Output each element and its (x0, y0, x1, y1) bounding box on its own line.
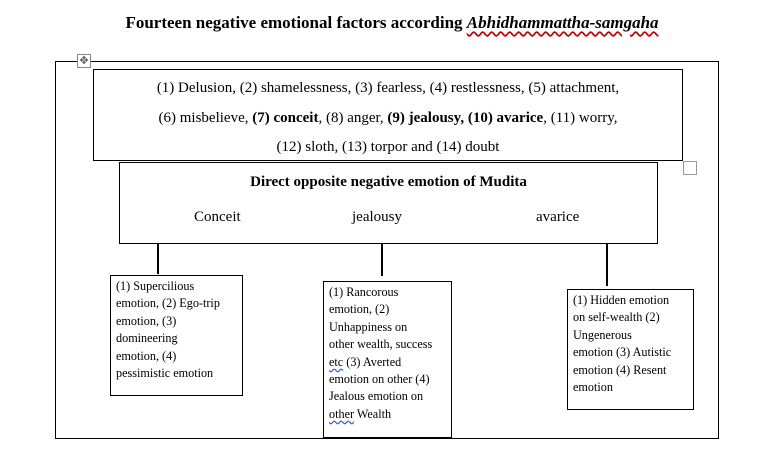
jealousy-text: (3) Averted (343, 354, 402, 369)
negative-factors-box (93, 69, 683, 161)
conceit-emotions-box (110, 275, 243, 396)
connector-jealousy (381, 244, 383, 276)
jealousy-line (329, 406, 447, 423)
factor-conceit: (7) conceit (252, 109, 319, 126)
conceit-line: pessimistic emotion (116, 366, 214, 381)
factor-text: , (8) anger, (318, 109, 388, 126)
spellcheck-word: etc (329, 354, 344, 369)
category-conceit: Conceit (194, 209, 241, 225)
factor-text: (6) misbelieve, (158, 109, 253, 126)
conceit-line: emotion, (4) (116, 348, 177, 363)
jealousy-line: emotion on other (4) (329, 372, 430, 387)
avarice-emotions-box (567, 289, 694, 410)
jealousy-text: Wealth (354, 406, 392, 421)
avarice-line: (1) Hidden emotion (573, 293, 670, 307)
jealousy-line: (1) Rancorous (329, 285, 399, 299)
table-resize-handle[interactable] (683, 161, 697, 175)
avarice-line: emotion (573, 380, 613, 395)
jealousy-line (329, 354, 447, 371)
factors-line-1: (1) Delusion, (2) shamelessness, (3) fearless, (4) restlessness, (5) attachment, (156, 80, 620, 96)
factors-line-2 (94, 104, 682, 134)
factors-line-3: (12) sloth, (13) torpor and (14) doubt (276, 139, 500, 155)
title-source: Abhidhammattha-samgaha (466, 13, 659, 32)
factor-text: , (11) worry, (543, 109, 618, 126)
title-prefix: Fourteen negative emotional factors according (125, 13, 467, 32)
spellcheck-word: other (329, 406, 355, 421)
conceit-line: emotion, (3) (116, 313, 177, 328)
category-avarice: avarice (536, 209, 580, 225)
avarice-line: emotion (3) Autistic (573, 345, 672, 360)
category-jealousy: jealousy (352, 209, 402, 225)
connector-conceit (157, 244, 159, 274)
conceit-line: domineering (116, 331, 178, 346)
factor-jealousy-avarice: (9) jealousy, (10) avarice (387, 109, 544, 126)
page-title (0, 13, 784, 33)
avarice-line: on self-wealth (2) (573, 310, 660, 325)
opposite-emotion-title: Direct opposite negative emotion of Mudita (250, 174, 527, 190)
jealousy-line: emotion, (2) (329, 302, 390, 317)
table-move-handle-icon[interactable]: ✥ (77, 54, 91, 68)
opposite-emotion-box (119, 162, 658, 244)
connector-avarice (606, 244, 608, 286)
conceit-line: emotion, (2) Ego-trip (116, 296, 220, 311)
conceit-line: (1) Supercilious (116, 279, 195, 293)
avarice-line: Ungenerous (573, 327, 632, 342)
jealousy-line: Unhappiness on (329, 319, 408, 334)
jealousy-line: other wealth, success (329, 337, 433, 352)
jealousy-emotions-box (323, 281, 452, 438)
avarice-line: emotion (4) Resent (573, 362, 667, 377)
jealousy-line: Jealous emotion on (329, 389, 424, 404)
